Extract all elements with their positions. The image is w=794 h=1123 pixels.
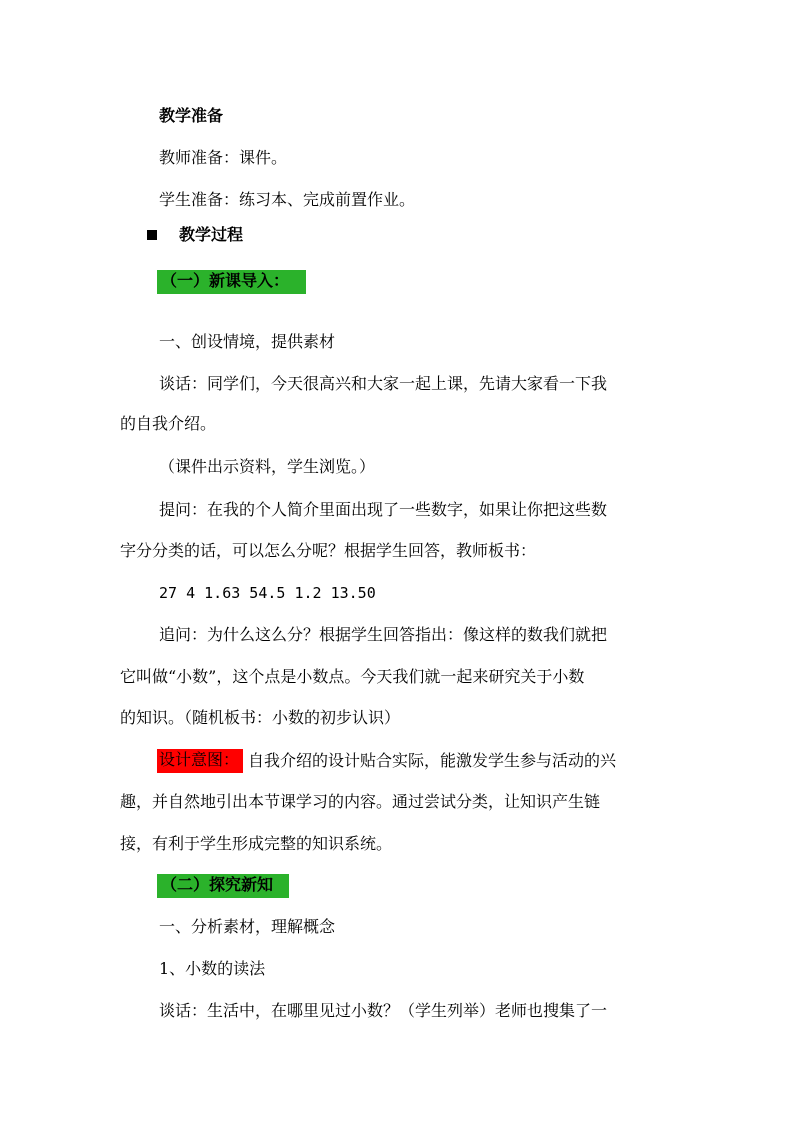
section1-ask-line1: 提问：在我的个人简介里面出现了一些数字，如果让你把这些数 <box>159 500 608 519</box>
section1-numbers: 27 4 1.63 54.5 1.2 13.50 <box>159 584 376 602</box>
intent-label: 设计意图： <box>159 750 240 769</box>
section2-talk-line1: 谈话：生活中，在哪里见过小数？（学生列举）老师也搜集了一 <box>159 1001 608 1020</box>
section1-talk-line1: 谈话：同学们，今天很高兴和大家一起上课，先请大家看一下我 <box>159 374 608 393</box>
process-heading: 教学过程 <box>179 225 244 244</box>
intent-line2: 趣，并自然地引出本节课学习的内容。通过尝试分类，让知识产生链 <box>120 792 601 811</box>
section1-title-highlight <box>157 270 306 294</box>
section1-ask-line2: 字分分类的话，可以怎么分呢？根据学生回答，教师板书： <box>120 541 537 560</box>
section1-follow-line3: 的知识。（随机板书：小数的初步认识） <box>120 708 401 727</box>
section1-talk-line2: 的自我介绍。 <box>120 414 217 433</box>
section1-follow-line2: 它叫做“小数”，这个点是小数点。今天我们就一起来研究关于小数 <box>120 667 585 686</box>
intent-line1: 自我介绍的设计贴合实际，能激发学生参与活动的兴 <box>248 751 617 770</box>
section1-title: （一）新课导入： <box>161 271 290 290</box>
prep-student: 学生准备：练习本、完成前置作业。 <box>159 190 416 209</box>
section1-show: （课件出示资料，学生浏览。） <box>159 457 376 476</box>
section2-sub1: 一、分析素材，理解概念 <box>159 917 336 936</box>
section1-follow-line1: 追问：为什么这么分？根据学生回答指出：像这样的数我们就把 <box>159 625 608 644</box>
section2-title-highlight <box>157 874 289 898</box>
section2-sub2: 1、小数的读法 <box>159 959 266 978</box>
intent-line3: 接，有利于学生形成完整的知识系统。 <box>120 834 393 853</box>
prep-heading: 教学准备 <box>159 106 224 125</box>
intent-label-highlight <box>157 749 243 773</box>
square-bullet-icon <box>147 230 157 240</box>
prep-teacher: 教师准备：课件。 <box>159 148 288 167</box>
section2-title: （二）探究新知 <box>161 875 274 894</box>
section1-sub1: 一、创设情境，提供素材 <box>159 332 336 351</box>
